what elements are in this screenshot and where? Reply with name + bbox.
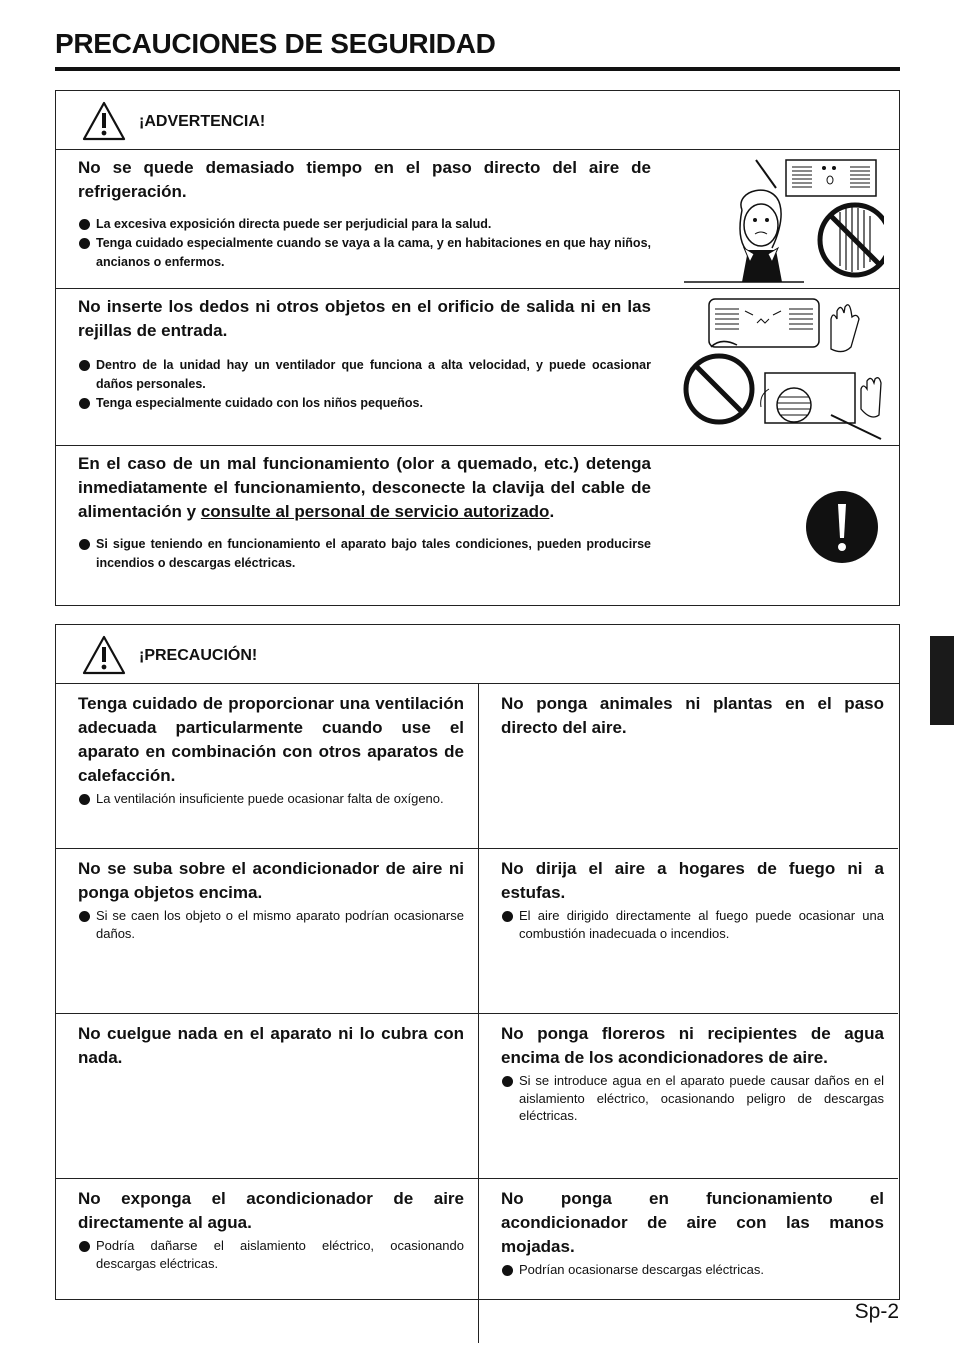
caution-item-lead: No ponga en funcionamiento el acondicionador de aire con las manos mojadas. <box>501 1189 884 1256</box>
warning-item-lead: En el caso de un mal funcionamiento (olor a quemado, etc.) detenga inmediatamente el funcionamiento, desconecte la clavija del cable de alimentación y consulte al personal de servicio autorizado. <box>78 454 651 521</box>
warning-triangle-icon <box>82 101 126 141</box>
caution-item-lead: Tenga cuidado de proporcionar una ventilación adecuada particularmente cuando use el aparato en combinación con otros aparatos de calefacción. <box>78 694 464 785</box>
caution-item-bullet: La ventilación insuficiente puede ocasionar falta de oxígeno. <box>78 790 464 808</box>
warning-item <box>56 150 899 289</box>
warning-item-bullet: Tenga cuidado especialmente cuando se vaya a la cama, y en habitaciones en que hay niños, ancianos o enfermos. <box>78 234 651 272</box>
warning-item <box>56 446 899 604</box>
caution-item-lead: No cuelgue nada en el aparato ni lo cubra con nada. <box>78 1024 464 1067</box>
caution-item-bullet: Podrían ocasionarse descargas eléctricas. <box>501 1261 884 1279</box>
caution-item-bullet: Si se caen los objeto o el mismo aparato podrían ocasionarse daños. <box>78 907 464 942</box>
caution-item <box>56 684 478 849</box>
warning-item-bullet: La excesiva exposición directa puede ser perjudicial para la salud. <box>78 215 651 234</box>
fingers-in-unit-illustration <box>681 289 891 445</box>
caution-item <box>478 849 898 1014</box>
caution-item <box>56 1179 478 1343</box>
warning-item <box>56 289 899 446</box>
caution-grid <box>56 684 899 1343</box>
caution-item <box>478 1179 898 1343</box>
exclamation-circle-icon <box>805 490 879 564</box>
warning-item-lead: No inserte los dedos ni otros objetos en el orificio de salida ni en las rejillas de entrada. <box>78 297 651 340</box>
warning-label: ¡ADVERTENCIA! <box>139 113 266 130</box>
caution-item <box>56 1014 478 1179</box>
caution-header <box>56 625 899 684</box>
service-personnel-emphasis: consulte al personal de servicio autorizado <box>200 502 550 521</box>
warning-item-bullet: Tenga especialmente cuidado con los niños pequeños. <box>78 394 651 413</box>
caution-item <box>56 849 478 1014</box>
page-title: PRECAUCIONES DE SEGURIDAD <box>55 28 496 59</box>
warning-item-lead: No se quede demasiado tiempo en el paso directo del aire de refrigeración. <box>78 158 651 201</box>
warning-header <box>56 91 899 150</box>
page-number: Sp-2 <box>854 1300 899 1323</box>
caution-item <box>478 1014 898 1179</box>
caution-item-lead: No ponga animales ni plantas en el paso directo del aire. <box>501 694 884 737</box>
caution-item <box>478 684 898 849</box>
caution-item-lead: No exponga el acondicionador de aire directamente al agua. <box>78 1189 464 1232</box>
warning-item-bullet: Si sigue teniendo en funcionamiento el aparato bajo tales condiciones, pueden producirse incendios o descargas eléctricas. <box>78 535 651 573</box>
caution-item-bullet: Si se introduce agua en el aparato puede causar daños en el aislamiento eléctrico, ocasionando peligro de descargas eléctricas. <box>501 1072 884 1125</box>
caution-item-bullet: Podría dañarse el aislamiento eléctrico, ocasionando descargas eléctricas. <box>78 1237 464 1272</box>
title-rule <box>55 67 900 71</box>
caution-item-lead: No se suba sobre el acondicionador de aire ni ponga objetos encima. <box>78 859 464 902</box>
caution-label: ¡PRECAUCIÓN! <box>139 647 258 664</box>
warning-triangle-icon <box>82 635 126 675</box>
warning-item-bullet: Dentro de la unidad hay un ventilador que funciona a alta velocidad, y puede ocasionar daños personales. <box>78 356 651 394</box>
caution-item-lead: No dirija el aire a hogares de fuego ni a estufas. <box>501 859 884 902</box>
caution-item-lead: No ponga floreros ni recipientes de agua encima de los acondicionadores de aire. <box>501 1024 884 1067</box>
caution-box <box>55 624 900 1300</box>
caution-item-bullet: El aire dirigido directamente al fuego puede ocasionar una combustión inadecuada o incendios. <box>501 907 884 942</box>
section-tab-marker <box>930 636 954 725</box>
warning-box <box>55 90 900 606</box>
person-under-airflow-illustration <box>684 150 884 284</box>
